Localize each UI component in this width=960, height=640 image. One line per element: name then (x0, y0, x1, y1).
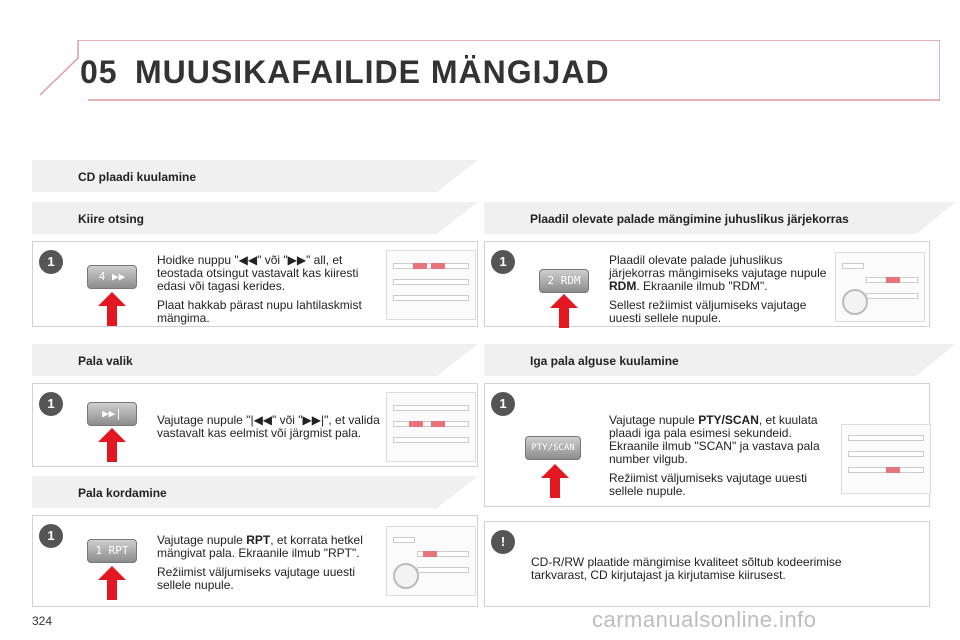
step-badge: 1 (491, 392, 515, 416)
rdm-button-image: 2 RDM (539, 269, 589, 293)
warning-icon: ! (491, 530, 515, 554)
step-badge: 1 (39, 524, 63, 548)
random-p2: Sellest režiimist väljumiseks vajutage uuesti sellele nupule. (609, 298, 807, 325)
band-random (484, 198, 956, 238)
panel-random (484, 241, 930, 327)
band-cd-listen (32, 156, 478, 196)
repeat-p2: Režiimist väljumiseks vajutage uuesti sellele nupule. (157, 565, 356, 592)
red-arrow-icon (98, 566, 126, 600)
chapter-number: 05 (80, 54, 118, 90)
fast-search-p2: Plaat hakkab pärast nupu lahtilaskmist mängima. (157, 298, 362, 325)
note-text: CD-R/RW plaatide mängimise kvaliteet sõltub kodeerimise tarkvarast, CD kirjutajast ja kirjutamise kiirusest. (531, 555, 842, 582)
panel-repeat (32, 515, 478, 607)
panel-track-select (32, 383, 478, 467)
heading-random: Plaadil olevate palade mängimine juhuslikus järjekorras (530, 212, 849, 226)
heading-fast-search: Kiire otsing (78, 212, 145, 226)
rpt-button-image: 1 RPT (87, 539, 137, 563)
scan-bold: PTY/SCAN (698, 413, 759, 427)
scan-p2: Režiimist väljumiseks vajutage uuesti sellele nupule. (609, 471, 808, 498)
track-select-p1: Vajutage nupule "|◀◀" või "▶▶|", et valida vastavalt kas eelmist või järgmist pala. (157, 413, 380, 440)
radio-panel-image (835, 252, 925, 322)
step-badge: 1 (39, 392, 63, 416)
panel-fast-search (32, 241, 478, 327)
heading-repeat: Pala kordamine (78, 486, 167, 500)
scan-text (609, 414, 831, 504)
track-select-text (157, 414, 383, 446)
fast-search-p1: Hoidke nuppu "◀◀" või "▶▶" all, et teostada otsingut vastavalt kas kiiresti edasi või tagasi kerides. (157, 253, 359, 293)
rpt-bold: RPT (246, 533, 271, 547)
radio-panel-image (386, 250, 476, 320)
heading-scan: Iga pala alguse kuulamine (530, 354, 679, 368)
watermark: carmanualsonline.info (592, 607, 817, 632)
pty-scan-button-image: PTY/SCAN (525, 436, 581, 460)
random-text (609, 254, 835, 331)
scan-p1: Vajutage nupule PTY/SCAN, et kuulata plaadi iga pala esimesi sekundeid. Ekraanile ilmub "SCAN" ja vastava pala number vilgub. (609, 413, 820, 466)
fast-search-text (157, 254, 383, 331)
forward-button-image: 4 ▶▶ (87, 265, 137, 289)
band-fast-search (32, 198, 478, 238)
rdm-bold: RDM (609, 279, 637, 293)
radio-panel-image (841, 424, 931, 494)
band-track-select (32, 340, 478, 380)
heading-track-select: Pala valik (78, 354, 133, 368)
radio-panel-image (386, 392, 476, 462)
page-number: 324 (32, 614, 53, 628)
band-repeat (32, 472, 478, 512)
next-track-button-image: ▶▶| (87, 402, 137, 426)
panel-note (484, 521, 930, 607)
red-arrow-icon (550, 294, 578, 328)
step-badge: 1 (491, 250, 515, 274)
panel-scan (484, 383, 930, 507)
band-scan (484, 340, 956, 380)
step-badge: 1 (39, 250, 63, 274)
red-arrow-icon (541, 464, 569, 498)
repeat-text (157, 534, 383, 598)
red-arrow-icon (98, 428, 126, 462)
heading-cd-listen: CD plaadi kuulamine (78, 170, 197, 184)
red-arrow-icon (98, 292, 126, 326)
chapter-title: MUUSIKAFAILIDE MÄNGIJAD (135, 54, 610, 90)
random-p1: Plaadil olevate palade juhuslikus järjekorras mängimiseks vajutage nupule RDM. Ekraanile ilmub "RDM". (609, 253, 827, 293)
radio-panel-image (386, 526, 476, 596)
repeat-p1: Vajutage nupule RPT, et korrata hetkel mängivat pala. Ekraanile ilmub "RPT". (157, 533, 363, 560)
